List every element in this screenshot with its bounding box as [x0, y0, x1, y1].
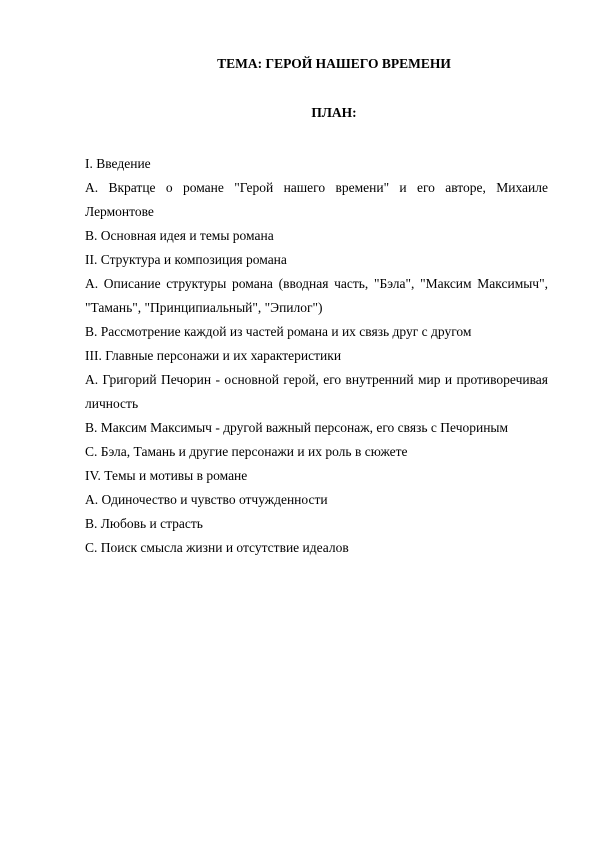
outline-list	[85, 152, 548, 560]
outline-section-4: IV. Темы и мотивы в романе	[85, 468, 248, 483]
outline-item-4a: A. Одиночество и чувство отчужденности	[85, 492, 328, 507]
document-title: ТЕМА: ГЕРОЙ НАШЕГО ВРЕМЕНИ	[217, 56, 451, 71]
outline-item-3b: B. Максим Максимыч - другой важный персонаж, его связь с Печориным	[85, 420, 509, 435]
outline-item-2a: A. Описание структуры романа (вводная часть, "Бэла", "Максим Максимыч", "Тамань", "Принципиальный", "Эпилог")	[85, 276, 548, 315]
outline-section-1: I. Введение	[85, 156, 151, 171]
outline-item-1a: A. Вкратце о романе "Герой нашего времени" и его авторе, Михаиле Лермонтове	[85, 180, 548, 219]
outline-item-1b: B. Основная идея и темы романа	[85, 228, 274, 243]
outline-section-3: III. Главные персонажи и их характеристики	[85, 348, 342, 363]
outline-section-2: II. Структура и композиция романа	[85, 252, 287, 267]
outline-item-3c: C. Бэла, Тамань и другие персонажи и их роль в сюжете	[85, 444, 408, 459]
plan-heading: ПЛАН:	[311, 105, 357, 120]
outline-item-2b: B. Рассмотрение каждой из частей романа и их связь друг с другом	[85, 324, 472, 339]
outline-item-4c: C. Поиск смысла жизни и отсутствие идеалов	[85, 540, 349, 555]
outline-item-4b: B. Любовь и страсть	[85, 516, 203, 531]
outline-item-3a: A. Григорий Печорин - основной герой, его внутренний мир и противоречивая личность	[85, 372, 548, 411]
